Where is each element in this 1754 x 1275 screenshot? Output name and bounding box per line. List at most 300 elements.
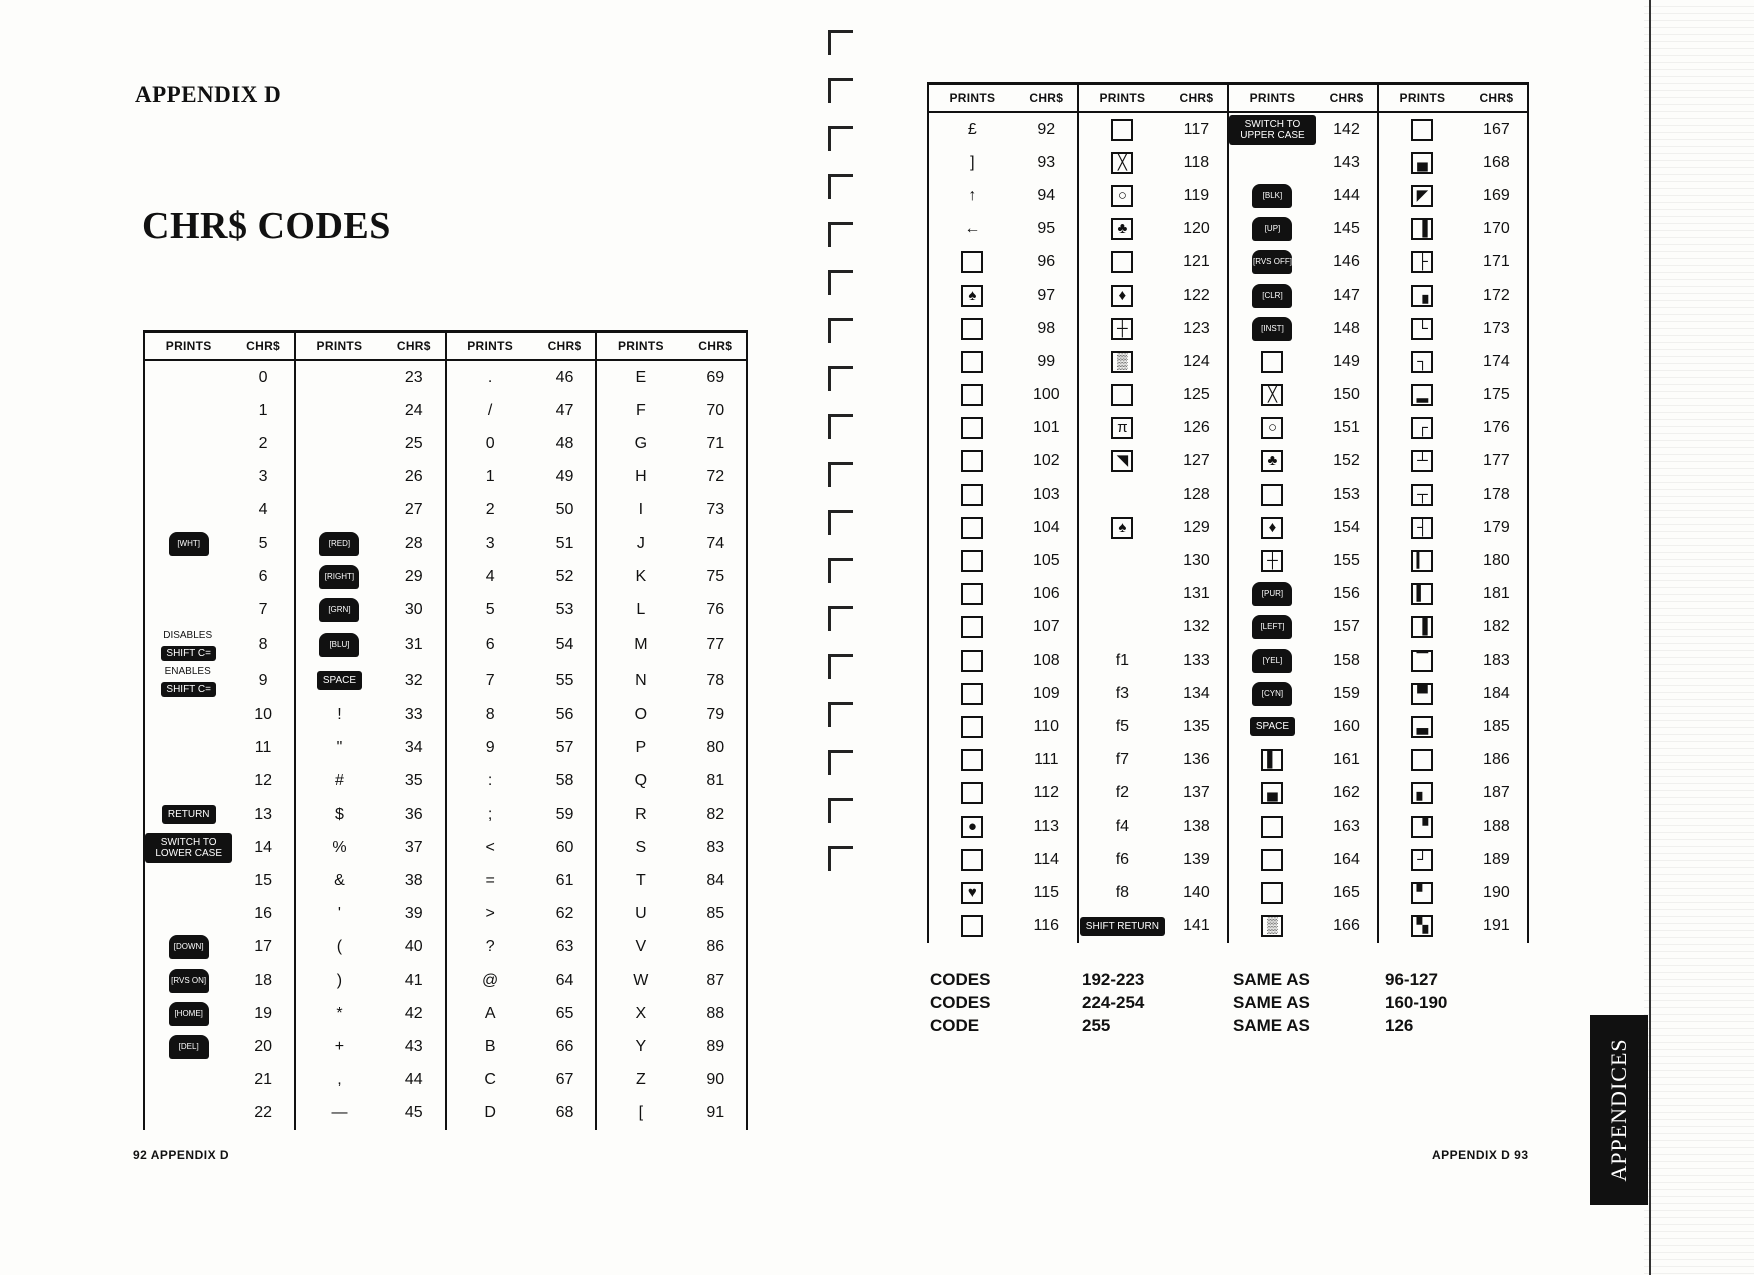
spine-mark (828, 750, 853, 775)
prints-cell: P (596, 732, 684, 765)
chr-code-cell: 56 (555, 706, 574, 724)
prints-cell (144, 427, 232, 460)
graphic-char-icon: ○ (1261, 417, 1283, 439)
chr-code-cell: 102 (1032, 452, 1060, 470)
chr-code-cell: 154 (1333, 518, 1360, 536)
prints-cell: & (295, 864, 383, 897)
chr-code-cell: 46 (555, 368, 574, 386)
prints-cell (1228, 544, 1316, 577)
chr-code-cell: 160 (1333, 717, 1360, 735)
chr-code-cell: 186 (1466, 744, 1528, 777)
chr-code-cell: 88 (684, 997, 747, 1030)
codes-note-same: SAME AS (1233, 1016, 1310, 1035)
graphic-char-icon: ▂ (1411, 384, 1433, 406)
prints-cell (1228, 146, 1316, 179)
prints-cell (1228, 710, 1316, 743)
prints-cell: f4 (1078, 810, 1166, 843)
prints-cell: — (295, 1097, 383, 1130)
prints-cell (1078, 312, 1166, 345)
header-chrs: CHR$ (1316, 84, 1378, 113)
table-row (928, 146, 1528, 179)
header-prints: PRINTS (1228, 84, 1316, 113)
spine-mark (828, 462, 853, 487)
chr-code-cell: 84 (684, 864, 747, 897)
control-key-icon: [INST] (1252, 317, 1292, 341)
prints-cell (928, 843, 1016, 876)
prints-cell: f2 (1078, 777, 1166, 810)
table-row (144, 1030, 747, 1063)
prints-cell: L (596, 593, 684, 626)
prints-cell (1378, 511, 1466, 544)
chr-code-cell: 137 (1183, 784, 1210, 802)
table-row (928, 710, 1528, 743)
chr-code-cell: 28 (404, 534, 423, 552)
key-label: SPACE (317, 671, 362, 690)
prints-cell (144, 360, 232, 394)
prints-cell: ↑ (928, 179, 1016, 212)
page-edge-line (1649, 0, 1651, 1275)
chr-code-cell: 107 (1032, 618, 1060, 636)
table-row (144, 798, 747, 831)
spine-mark (828, 558, 853, 583)
chr-code-cell: 176 (1466, 412, 1528, 445)
prints-cell (1378, 910, 1466, 943)
prints-cell: R (596, 798, 684, 831)
chr-code-cell: 185 (1466, 710, 1528, 743)
chr-code-cell: 62 (555, 905, 574, 923)
chr-code-cell: 97 (1037, 286, 1056, 304)
chr-code-cell: 92 (1037, 120, 1056, 138)
prints-cell (144, 663, 232, 699)
control-key-icon: [CYN] (1252, 682, 1292, 706)
chr-code-cell: 141 (1183, 917, 1210, 935)
graphic-char-icon: ├ (1411, 251, 1433, 273)
prints-cell: H (596, 461, 684, 494)
chr-code-cell: 2 (258, 434, 268, 452)
chr-code-cell: 108 (1032, 651, 1060, 669)
chr-code-cell: 174 (1466, 345, 1528, 378)
control-key-icon: [RIGHT] (319, 565, 359, 589)
chr-code-cell: 147 (1333, 286, 1360, 304)
codes-note-range: 192-223 (1082, 970, 1145, 989)
graphic-char-icon (1261, 816, 1283, 838)
table-row (144, 864, 747, 897)
chr-code-cell: 12 (254, 772, 272, 790)
control-key-icon: [BLK] (1252, 184, 1292, 208)
chr-code-cell: 181 (1466, 578, 1528, 611)
prints-cell: ! (295, 699, 383, 732)
chr-code-cell: 153 (1333, 485, 1360, 503)
chr-code-cell: 33 (404, 706, 423, 724)
graphic-char-icon (1411, 749, 1433, 771)
table-row (144, 627, 747, 663)
prints-cell (1378, 279, 1466, 312)
prints-cell (928, 379, 1016, 412)
prints-cell (144, 898, 232, 931)
table-row (144, 964, 747, 997)
header-chrs: CHR$ (684, 332, 747, 361)
chr-code-cell: 68 (555, 1104, 574, 1122)
chr-code-cell: 89 (684, 1030, 747, 1063)
prints-cell (1228, 213, 1316, 246)
table-row (928, 544, 1528, 577)
chr-code-cell: 178 (1466, 478, 1528, 511)
header-prints: PRINTS (144, 332, 232, 361)
chr-code-cell: 65 (555, 1004, 574, 1022)
codes-note-label: CODES (930, 970, 991, 989)
spine-mark (828, 702, 853, 727)
graphic-char-icon: ▎ (1411, 550, 1433, 572)
prints-cell (1378, 345, 1466, 378)
prints-cell (1378, 146, 1466, 179)
chr-code-cell: 24 (404, 401, 423, 419)
prints-cell: + (295, 1030, 383, 1063)
prints-cell (1228, 246, 1316, 279)
header-prints: PRINTS (446, 332, 534, 361)
spine-mark (828, 222, 853, 247)
chr-code-cell: 133 (1183, 651, 1210, 669)
chr-code-cell: 159 (1333, 684, 1360, 702)
prints-cell (1378, 677, 1466, 710)
table-row (928, 312, 1528, 345)
graphic-char-icon: π (1111, 417, 1133, 439)
chr-code-cell: 122 (1183, 286, 1210, 304)
prints-cell (1078, 345, 1166, 378)
prints-cell (1078, 511, 1166, 544)
prints-cell: ( (295, 931, 383, 964)
graphic-char-icon: ▀ (1411, 683, 1433, 705)
control-key-icon: [UP] (1252, 217, 1292, 241)
prints-cell (144, 699, 232, 732)
prints-cell (1228, 611, 1316, 644)
header-chrs: CHR$ (1166, 84, 1228, 113)
prints-cell: > (446, 898, 534, 931)
prints-cell (928, 611, 1016, 644)
prints-cell (928, 578, 1016, 611)
chr-code-cell: 20 (254, 1037, 272, 1055)
prints-cell (1378, 777, 1466, 810)
graphic-char-icon: ▖ (1411, 782, 1433, 804)
header-chrs: CHR$ (232, 332, 294, 361)
control-key-icon: [RVS ON] (169, 969, 209, 993)
graphic-char-icon: ♠ (961, 285, 983, 307)
chr-code-cell: 106 (1032, 585, 1060, 603)
graphic-char-icon: ▗ (1411, 285, 1433, 307)
chr-code-cell: 69 (684, 360, 747, 394)
prints-cell: J (596, 527, 684, 560)
chr-code-cell: 31 (404, 635, 423, 653)
table-row (144, 560, 747, 593)
graphic-char-icon: ┬ (1411, 484, 1433, 506)
graphic-char-icon (961, 915, 983, 937)
graphic-char-icon: ▃ (1411, 716, 1433, 738)
prints-cell: Y (596, 1030, 684, 1063)
table-row (144, 663, 747, 699)
chr-code-cell: 132 (1183, 618, 1210, 636)
prints-cell: £ (928, 112, 1016, 146)
codes-note-same: SAME AS (1233, 993, 1310, 1012)
codes-note-target: 126 (1385, 1016, 1414, 1035)
graphic-char-icon: ┐ (1411, 351, 1433, 373)
chr-code-cell: 82 (684, 798, 747, 831)
spine-mark (828, 798, 853, 823)
key-label: DISABLES (163, 629, 213, 641)
chr-code-cell: 129 (1183, 518, 1210, 536)
graphic-char-icon (961, 616, 983, 638)
control-key-icon: [DEL] (169, 1035, 209, 1059)
page-title: CHR$ CODES (142, 205, 391, 247)
prints-cell (144, 931, 232, 964)
prints-cell: : (446, 765, 534, 798)
table-row (144, 931, 747, 964)
chr-code-cell: 63 (555, 938, 574, 956)
spine-mark (828, 126, 853, 151)
prints-cell (1228, 578, 1316, 611)
chr-code-cell: 50 (555, 501, 574, 519)
control-key-icon: [BLU] (319, 633, 359, 657)
chr-code-cell: 61 (555, 872, 574, 890)
control-key-icon: [GRN] (319, 598, 359, 622)
chr-code-cell: 94 (1037, 186, 1056, 204)
prints-cell: I (596, 494, 684, 527)
prints-cell: C (446, 1064, 534, 1097)
chr-code-cell: 0 (258, 368, 268, 386)
chr-code-cell: 9 (258, 671, 268, 689)
prints-cell: K (596, 560, 684, 593)
table-row (144, 1064, 747, 1097)
prints-cell (928, 312, 1016, 345)
chr-code-cell: 55 (555, 671, 574, 689)
prints-cell: ' (295, 898, 383, 931)
prints-cell (928, 246, 1016, 279)
table-row (928, 412, 1528, 445)
control-key-icon: [RED] (319, 532, 359, 556)
prints-cell (144, 560, 232, 593)
chr-code-cell: 158 (1333, 651, 1360, 669)
chr-code-cell: 30 (404, 600, 423, 618)
graphic-char-icon: ♣ (1261, 450, 1283, 472)
prints-cell: D (446, 1097, 534, 1130)
chr-code-cell: 146 (1333, 253, 1360, 271)
table-header-row (144, 332, 747, 361)
prints-cell: / (446, 394, 534, 427)
graphic-char-icon: ▌ (1261, 749, 1283, 771)
graphic-char-icon (961, 351, 983, 373)
graphic-char-icon: ▄ (1411, 152, 1433, 174)
prints-cell (928, 677, 1016, 710)
chr-code-cell: 71 (684, 427, 747, 460)
table-row (928, 644, 1528, 677)
chr-code-cell: 77 (684, 627, 747, 663)
graphic-char-icon (961, 550, 983, 572)
prints-cell: f7 (1078, 744, 1166, 777)
chr-code-cell: 119 (1183, 186, 1210, 204)
chr-code-cell: 105 (1032, 552, 1060, 570)
prints-cell (928, 777, 1016, 810)
graphic-char-icon: ▒ (1111, 351, 1133, 373)
prints-cell: O (596, 699, 684, 732)
prints-cell (295, 560, 383, 593)
prints-cell (928, 910, 1016, 943)
table-row (144, 461, 747, 494)
graphic-char-icon (1111, 119, 1133, 141)
header-chrs: CHR$ (383, 332, 445, 361)
prints-cell: W (596, 964, 684, 997)
prints-cell (928, 644, 1016, 677)
chr-code-cell: 53 (555, 600, 574, 618)
chr-code-cell: 134 (1183, 684, 1210, 702)
chr-code-cell: 163 (1333, 817, 1360, 835)
chr-code-cell: 42 (404, 1004, 423, 1022)
chr-code-cell: 72 (684, 461, 747, 494)
chr-code-cell: 18 (254, 971, 272, 989)
chr-code-cell: 7 (258, 600, 268, 618)
graphic-char-icon: ○ (1111, 185, 1133, 207)
chr-code-cell: 148 (1333, 319, 1360, 337)
control-key-icon: [HOME] (169, 1002, 209, 1026)
prints-cell (928, 876, 1016, 909)
chr-code-cell: 135 (1183, 717, 1210, 735)
prints-cell (928, 445, 1016, 478)
prints-cell (928, 412, 1016, 445)
prints-cell (295, 527, 383, 560)
chr-code-cell: 112 (1033, 784, 1060, 802)
chr-code-cell: 162 (1333, 784, 1360, 802)
prints-cell (144, 1097, 232, 1130)
graphic-char-icon (1111, 384, 1133, 406)
codes-note-target: 160-190 (1385, 993, 1448, 1012)
chr-code-cell: 156 (1333, 585, 1360, 603)
chr-code-cell: 25 (404, 434, 423, 452)
table-row (928, 677, 1528, 710)
prints-cell (144, 864, 232, 897)
prints-cell: S (596, 831, 684, 864)
chr-code-cell: 11 (254, 739, 272, 757)
prints-cell (144, 831, 232, 864)
header-prints: PRINTS (295, 332, 383, 361)
chr-code-cell: 110 (1033, 717, 1060, 735)
chr-code-cell: 166 (1333, 917, 1360, 935)
graphic-char-icon: ┌ (1411, 417, 1433, 439)
prints-cell: A (446, 997, 534, 1030)
chr-code-cell: 87 (684, 964, 747, 997)
prints-cell (1228, 677, 1316, 710)
prints-cell (1228, 379, 1316, 412)
prints-cell: f1 (1078, 644, 1166, 677)
graphic-char-icon (961, 849, 983, 871)
prints-cell (928, 345, 1016, 378)
prints-cell: 0 (446, 427, 534, 460)
graphic-char-icon: ♣ (1111, 218, 1133, 240)
graphic-char-icon: ▔ (1411, 650, 1433, 672)
prints-cell (144, 527, 232, 560)
prints-cell (1378, 478, 1466, 511)
chr-code-cell: 167 (1466, 112, 1528, 146)
chr-code-cell: 67 (555, 1071, 574, 1089)
chr-code-cell: 15 (254, 872, 272, 890)
prints-cell: 1 (446, 461, 534, 494)
prints-cell: ? (446, 931, 534, 964)
table-row (928, 445, 1528, 478)
chr-code-cell: 191 (1466, 910, 1528, 943)
table-row (928, 777, 1528, 810)
header-prints: PRINTS (928, 84, 1016, 113)
prints-cell: f3 (1078, 677, 1166, 710)
chr-code-cell: 114 (1033, 850, 1060, 868)
prints-cell: F (596, 394, 684, 427)
prints-cell: @ (446, 964, 534, 997)
prints-cell: % (295, 831, 383, 864)
chr-code-cell: 44 (404, 1071, 423, 1089)
table-row (144, 527, 747, 560)
graphic-char-icon: ◤ (1411, 185, 1433, 207)
spine-mark (828, 414, 853, 439)
chr-code-cell: 161 (1333, 751, 1360, 769)
prints-cell (928, 744, 1016, 777)
prints-cell (1378, 412, 1466, 445)
chr-code-cell: 104 (1032, 518, 1060, 536)
key-label: SWITCH TO LOWER CASE (145, 833, 232, 863)
prints-cell (295, 593, 383, 626)
graphic-char-icon: ┼ (1261, 550, 1283, 572)
chr-codes-table-left (143, 330, 748, 1130)
codes-note-same: SAME AS (1233, 970, 1310, 989)
chr-code-cell: 127 (1183, 452, 1210, 470)
graphic-char-icon: ♦ (1111, 285, 1133, 307)
prints-cell: 7 (446, 663, 534, 699)
chr-code-cell: 183 (1466, 644, 1528, 677)
prints-cell (1078, 213, 1166, 246)
prints-cell (1378, 312, 1466, 345)
prints-cell (1378, 379, 1466, 412)
prints-cell (1228, 843, 1316, 876)
prints-cell (1378, 876, 1466, 909)
chr-code-cell: 150 (1333, 386, 1360, 404)
chr-code-cell: 115 (1033, 883, 1060, 901)
prints-cell: 5 (446, 593, 534, 626)
graphic-char-icon (961, 716, 983, 738)
prints-cell (928, 710, 1016, 743)
spine-mark (828, 846, 853, 871)
table-row (144, 494, 747, 527)
prints-cell (1378, 744, 1466, 777)
prints-cell (144, 394, 232, 427)
prints-cell (144, 461, 232, 494)
graphic-char-icon (1261, 849, 1283, 871)
control-key-icon: [LEFT] (1252, 615, 1292, 639)
chr-code-cell: 83 (684, 831, 747, 864)
prints-cell (1228, 445, 1316, 478)
chr-code-cell: 80 (684, 732, 747, 765)
prints-cell (928, 279, 1016, 312)
prints-cell (1228, 777, 1316, 810)
key-label: ENABLES (164, 665, 211, 677)
prints-cell (1378, 246, 1466, 279)
table-row (928, 279, 1528, 312)
prints-cell: E (596, 360, 684, 394)
chr-code-cell: 17 (254, 938, 272, 956)
prints-cell (144, 1030, 232, 1063)
prints-cell (295, 663, 383, 699)
chr-code-cell: 144 (1333, 186, 1360, 204)
graphic-char-icon: ┼ (1111, 318, 1133, 340)
graphic-char-icon: ▒ (1261, 915, 1283, 937)
table-row (928, 910, 1528, 943)
chr-code-cell: 164 (1333, 850, 1360, 868)
table-row (928, 112, 1528, 146)
chr-code-cell: 118 (1183, 153, 1210, 171)
chr-code-cell: 145 (1333, 220, 1360, 238)
